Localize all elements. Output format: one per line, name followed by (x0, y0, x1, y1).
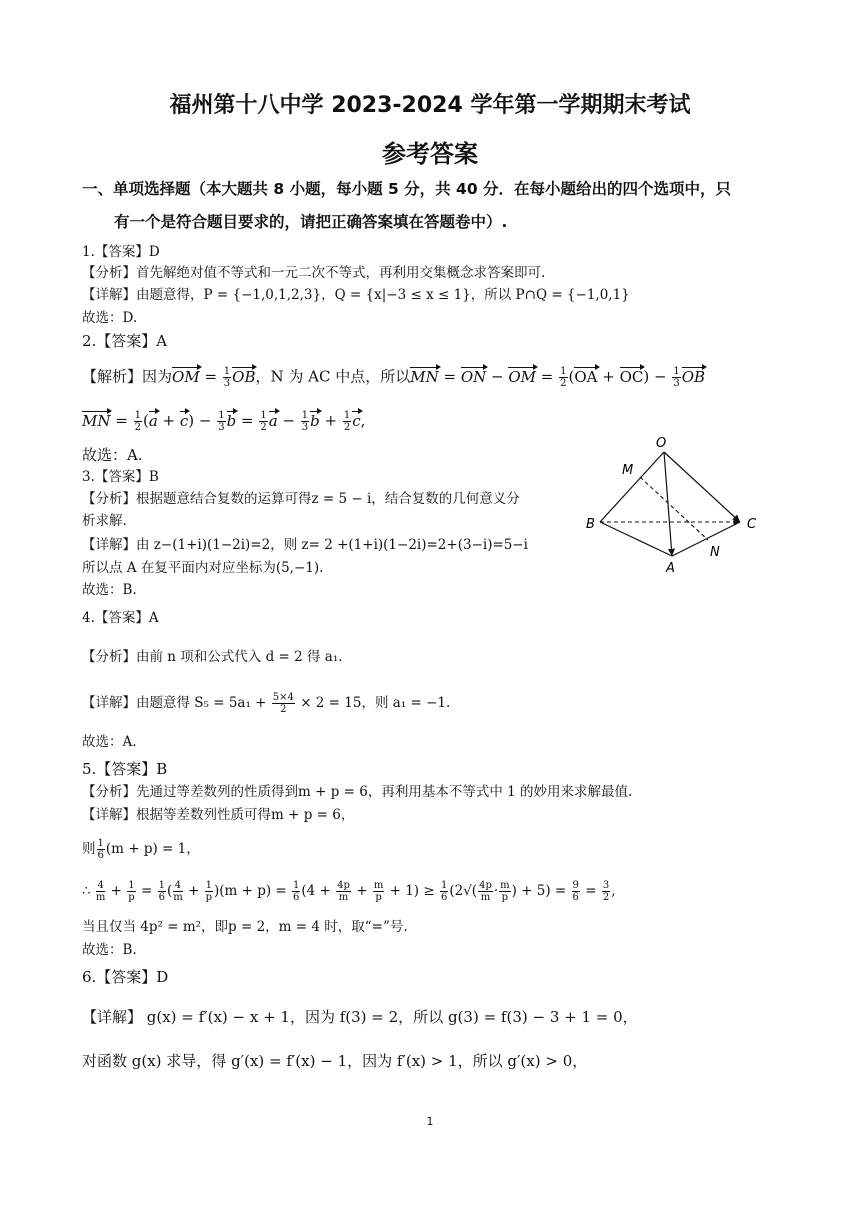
q5-equality: 当且仅当 4p² = m²，即p = 2，m = 4 时，取“=”号. (82, 919, 408, 935)
q5-then: 则 $\frac{1}{6}$ (m + p) = 1， (82, 838, 200, 861)
q2-vector-result: MN = $\frac{1}{2}$ (a + c) − $\frac{1}{3}$ b = $\frac{1}{2}$ a − $\frac{1}{3}$ b + $\frac{1}{2}$ c, (82, 410, 366, 433)
label-o: O (656, 436, 667, 451)
q1-detail: 【详解】由题意得，P = {−1,0,1,2,3}，Q = {x|−3 ≤ x ≤ 1}，所以 P∩Q = {−1,0,1} (82, 287, 630, 303)
label-m: M (622, 463, 634, 478)
answer-key-title: 参考答案 (382, 140, 478, 168)
vector-om: OM (172, 367, 200, 386)
q2-answer: 2.【答案】A (82, 332, 168, 350)
q4-fraction: $\frac{5\times 4}{2}$ (272, 692, 294, 715)
q5-analysis: 【分析】先通过等差数列的性质得到m + p = 6，再利用基本不等式中 1 的妙用来求解最值. (82, 784, 633, 800)
q5-detail: 【详解】根据等差数列性质可得m + p = 6， (82, 807, 355, 823)
label-n: N (710, 545, 720, 560)
exam-title: 福州第十八中学 2023-2024 学年第一学期期末考试 (169, 93, 691, 118)
q4-detail-prefix: 【详解】由题意得 S₅ = 5a₁ + (82, 695, 267, 711)
q4-answer: 4.【答案】A (82, 610, 159, 626)
q3-detail: 【详解】由 z−(1+i)(1−2i)=2，则 z= 2 +(1+i)(1−2i)=2+(3−i)=5−i (82, 537, 528, 553)
fraction-one-third: $\frac{1}{3}$ (223, 366, 231, 389)
section-heading-line2: 有一个是符合题目要求的，请把正确答案填在答题卷中）. (114, 213, 508, 231)
q6-answer: 6.【答案】D (82, 968, 169, 986)
edge-ba (600, 522, 672, 556)
q2-solution-prefix: 【解析】因为 (82, 367, 173, 386)
q4-analysis: 【分析】由前 n 项和公式代入 d = 2 得 a₁. (82, 649, 343, 665)
q1-analysis: 【分析】首先解绝对值不等式和一元二次不等式，再利用交集概念求答案即可. (82, 265, 546, 281)
label-a: A (666, 561, 675, 576)
q2-solution-middle: ，N 为 AC 中点，所以 (255, 367, 411, 386)
q5-choice: 故选：B. (82, 942, 137, 958)
q1-answer: 1.【答案】D (82, 244, 160, 260)
section-heading-line1: 一、单项选择题（本大题共 8 小题，每小题 5 分，共 40 分．在每小题给出的四个选项中，只 (82, 180, 732, 198)
vector-mn: MN (410, 367, 439, 386)
edge-ac (672, 522, 740, 556)
vector-ob: OB (232, 367, 256, 386)
q6-derivative: 对函数 g(x) 求导，得 g′(x) = f′(x) − 1，因为 f′(x) > 1，所以 g′(x) > 0， (82, 1052, 588, 1070)
page-number: 1 (426, 1115, 434, 1128)
q3-choice: 故选：B. (82, 582, 137, 598)
q4-detail (82, 692, 450, 715)
q6-detail: 【详解】 g(x) = f′(x) − x + 1，因为 f(3) = 2，所以 g(3) = f(3) − 3 + 1 = 0， (82, 1008, 638, 1026)
q3-analysis-line2: 析求解. (82, 513, 127, 529)
q3-answer: 3.【答案】B (82, 469, 159, 485)
q3-analysis-line1: 【分析】根据题意结合复数的运算可得z = 5 − i，结合复数的几何意义分 (82, 491, 520, 507)
q2-solution: 【解析】因为OM = $\frac{1}{3}$ OB，N 为 AC 中点，所以MN = ON − OM = $\frac{1}{2}$ (OA + OC) − $\frac{1}{3}$ OB (82, 366, 706, 389)
q5-answer: 5.【答案】B (82, 760, 168, 778)
label-c: C (747, 517, 757, 532)
q2-choice: 故选：A. (82, 446, 143, 464)
edge-oc (664, 452, 740, 522)
label-b: B (586, 517, 595, 532)
q3-point: 所以点 A 在复平面内对应坐标为(5,−1). (82, 560, 324, 576)
segment-mn-dashed (640, 477, 708, 540)
q5-inequality: ∴ $\frac{4}{m}$ + $\frac{1}{p}$ = $\frac{1}{6}$ ( $\frac{4}{m}$ + $\frac{1}{p}$ )(m + p) = $\frac{1}{6}$ (4 + $\frac{4p}{m}$ + $\frac{m}{p}$ + 1) ≥ $\frac{1}{6}$ (2√( $\frac{4p}{m}$ · $\frac{m}{p}$ ) + 5) = $\frac{9}{6}$ = $\frac{3}{2}$ , (82, 880, 616, 903)
q4-detail-suffix: × 2 = 15，则 a₁ = −1. (300, 695, 451, 711)
section-heading (82, 173, 782, 239)
tetrahedron-figure (580, 432, 765, 577)
q1-choice: 故选：D. (82, 310, 138, 326)
q4-choice: 故选：A. (82, 734, 137, 750)
edge-oa (664, 452, 672, 556)
